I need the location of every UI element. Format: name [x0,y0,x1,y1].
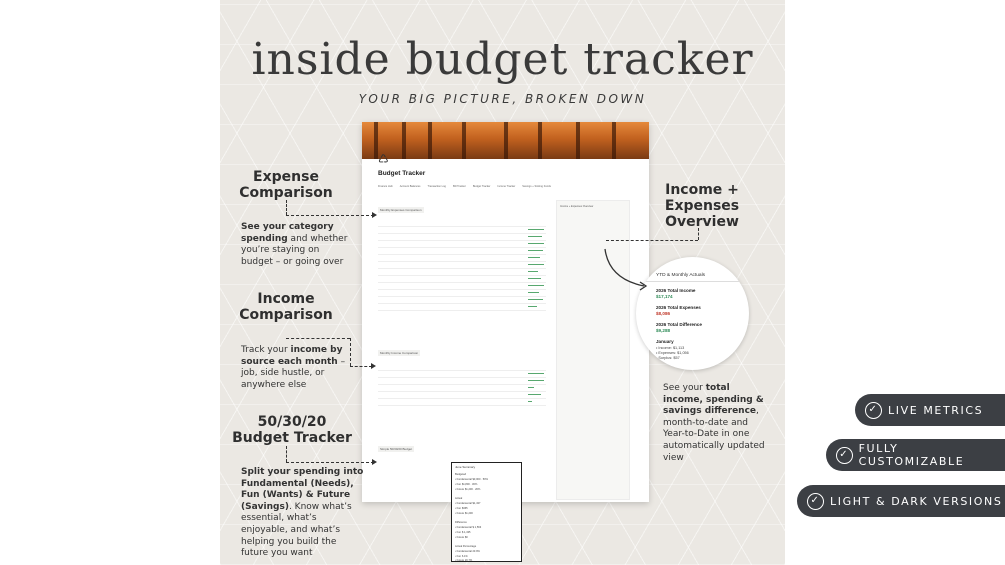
expense-section-title: Monthly Expenses Comparison [380,208,422,212]
popup-line: • Future $1,200 [455,512,473,515]
total-income-label: 2026 Total Income [656,288,696,293]
fully-customizable-pill [826,439,1005,471]
popup-line: • Fun 6.1% [455,555,468,558]
popup-line: • Fundamental $1,437 [455,502,481,505]
nav-item: Transaction Log [427,185,446,188]
nav-item: Budget Tracker [472,185,491,188]
check-circle-icon: ✓ [836,447,853,464]
month-line: • Income: $1,113 [656,346,685,350]
month-label: January [656,339,674,344]
budget-tracker-screenshot [362,122,649,502]
popup-line: • Fun $365 [455,507,468,510]
popup-line: • Fundamental $ 1,563 [455,526,482,529]
overview-side-panel [556,200,630,500]
overview-title: Income + Expenses Overview [664,182,740,230]
popup-line: Actual [455,497,463,500]
total-difference-value: $9,288 [656,328,671,333]
forest-cover-image [362,122,649,159]
popup-line: Actual Percentage [455,545,477,548]
popup-line: Budgeted [455,473,467,476]
popup-line: • Fundamental 23.9% [455,550,480,553]
page-subtitle: YOUR BIG PICTURE, BROKEN DOWN [358,92,647,106]
budget-tracker-title: 50/30/20 Budget Tracker [232,414,352,446]
income-section-title: Monthly Income Comparison [380,351,419,355]
side-panel-title: Income + Expenses Overview [560,205,594,208]
popup-title: June Summary [455,465,476,469]
total-expenses-value: $8,086 [656,311,671,316]
ytd-magnifier [636,257,749,370]
nav-item: Savings + Sinking Funds [522,185,551,188]
popup-line: • Future 20.7% [455,559,473,562]
popup-line: • Fundamental $3,000 · 50% [455,478,488,481]
june-summary-popup [451,462,522,562]
popup-line: • Fun $ 1,435 [455,531,471,534]
pill-label: LIVE METRICS [888,403,984,417]
income-comparison-body: Track your income by source each month – job, side hustle, or anywhere else [241,345,346,390]
mock-nav [378,185,608,188]
overview-body: See your total income, spending & savings difference, month-to-date and Year-to-Date in one automatically updated view [663,383,765,463]
page-emoji-icon: ♺ [378,152,389,166]
total-difference-label: 2026 Total Difference [656,322,702,327]
total-expenses-label: 2026 Total Expenses [656,305,701,310]
light-dark-versions-pill [797,485,1005,517]
nav-item: Bill Tracker [453,185,466,188]
mock-page-title: Budget Tracker [378,170,426,177]
nav-item: Income Tracker [497,185,516,188]
check-circle-icon: ✓ [865,402,882,419]
popup-line: Difference [455,521,467,524]
popup-line: • Future $1,200 · 20% [455,488,481,491]
expense-comparison-title: Expense Comparison [239,169,333,201]
budget-section-title: Simple 50/30/20 Budget [380,447,413,451]
popup-line: • Future $0 [455,536,468,539]
month-line: • Expenses: $1,056 [656,351,689,355]
page-title: inside budget tracker [251,34,754,85]
arrow-head-icon [371,363,376,369]
budget-tracker-body: Split your spending into Fundamental (Needs), Fun (Wants) & Future (Savings). Know what’s essential, what’s enjoyable, and what’s helping you build the future you want [241,467,364,559]
live-metrics-pill [855,394,1005,426]
curved-arrow-icon [600,246,650,294]
nav-item: Account Balances [399,185,421,188]
check-circle-icon: ✓ [807,493,824,510]
nav-item: Finance Hub [378,185,393,188]
magnifier-heading: YTD & Monthly Actuals [656,273,706,278]
arrow-head-icon [372,212,377,218]
pill-label: LIGHT & DARK VERSIONS [830,494,1003,508]
popup-line: • Fun $1,800 · 30% [455,483,478,486]
total-income-value: $17,174 [656,294,673,299]
arrow-head-icon [372,459,377,465]
month-line: • Surplus: $57 [656,356,680,360]
pill-label: FULLY CUSTOMIZABLE [858,442,965,468]
expense-comparison-body: See your category spending and whether you’re staying on budget – or going over [241,222,348,267]
income-comparison-title: Income Comparison [239,291,333,323]
